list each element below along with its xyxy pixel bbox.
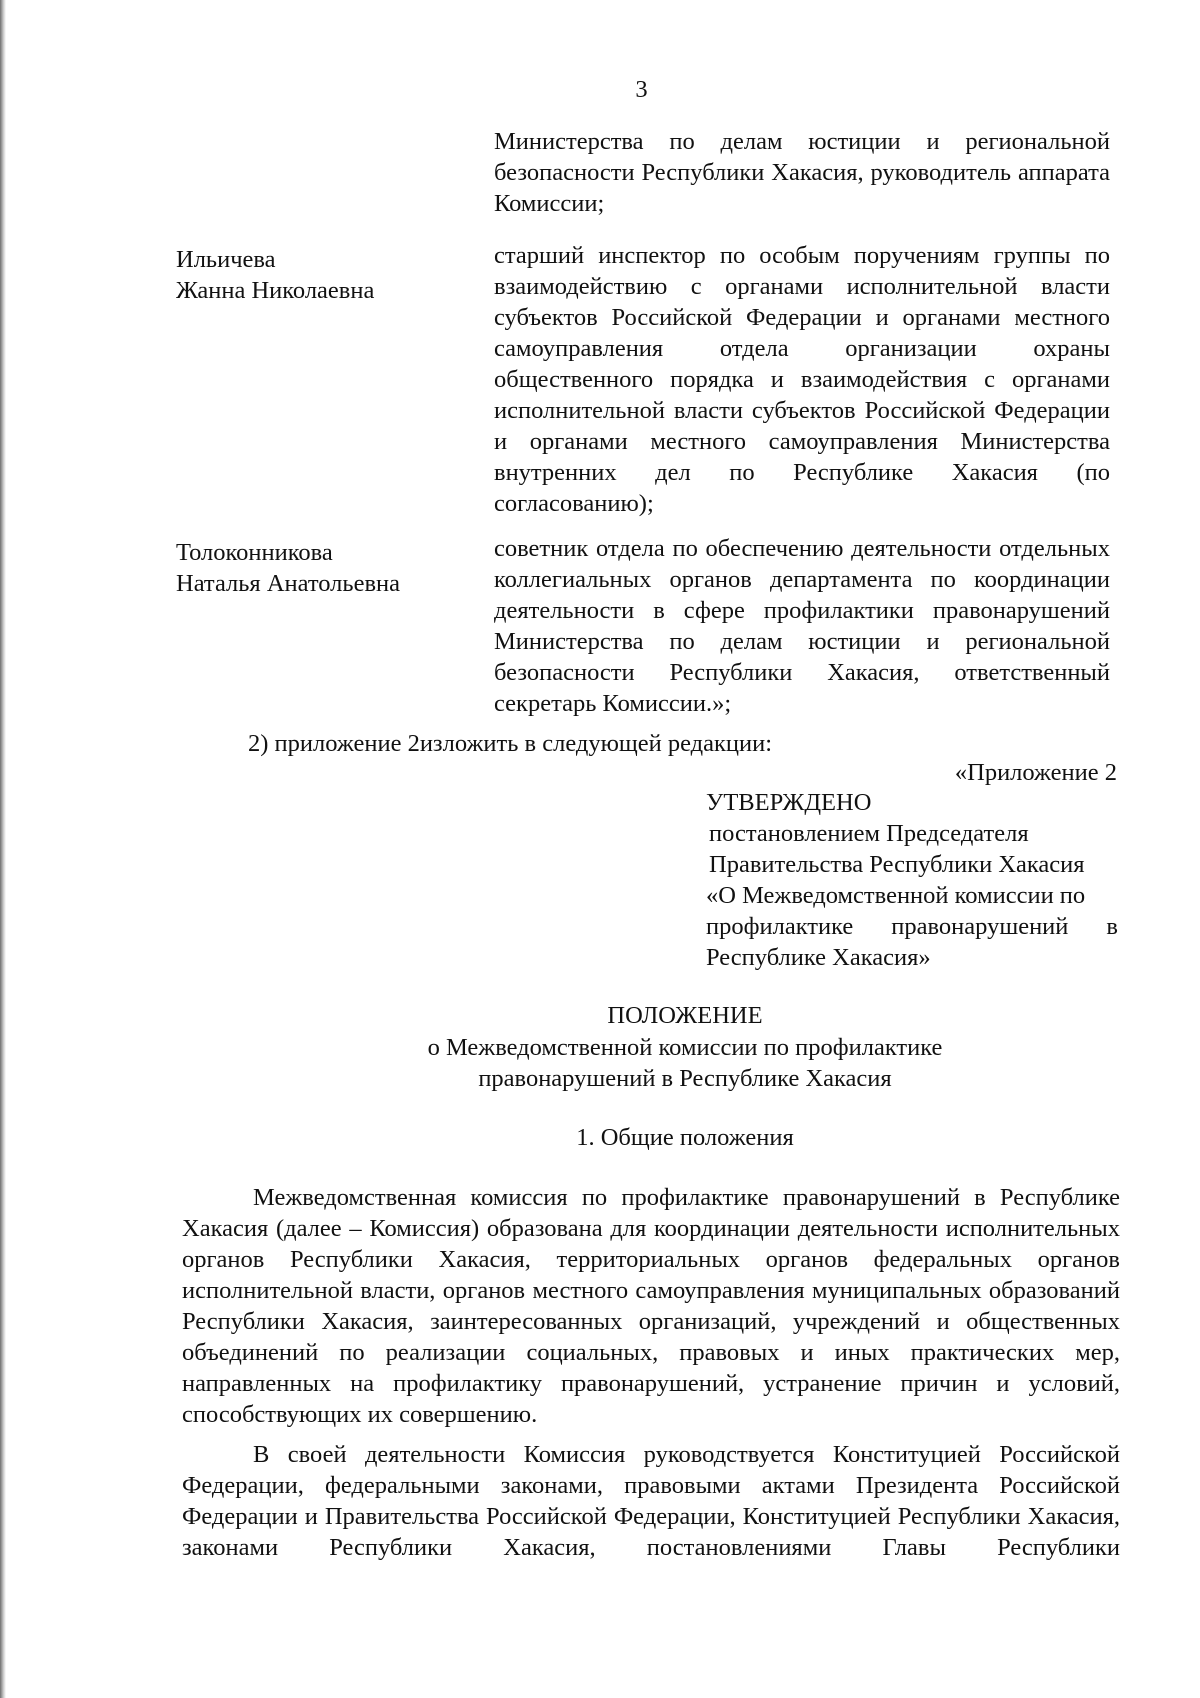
regulation-subtitle-line: правонарушений в Республике Хакасия <box>478 1065 892 1092</box>
member-surname: Толоконникова <box>176 539 333 566</box>
member-position-continued: Министерства по делам юстиции и региональной безопасности Республики Хакасия, руководитель аппарата Комиссии; <box>494 128 1110 217</box>
member-position-ilicheva: старший инспектор по особым поручениям группы по взаимодействию с органами исполнительной власти субъектов Российской Федерации и органами местного самоуправления отдела организации охраны общественного порядка и взаимодействия с органами исполнительной власти субъектов Российской Федерации и органами местного самоуправления Министерства внутренних дел по Республике Хакасия (по согласованию); <box>494 242 1110 517</box>
member-given-names: Наталья Анатольевна <box>176 570 401 597</box>
approval-line: Республике Хакасия» <box>706 944 931 971</box>
appendix-label: «Приложение 2 <box>954 759 1117 786</box>
page-number: 3 <box>635 76 648 103</box>
approval-stamp-block <box>706 787 1118 973</box>
regulation-title: ПОЛОЖЕНИЕ <box>607 1002 763 1029</box>
member-name-ilicheva <box>176 244 476 306</box>
member-given-names: Жанна Николаевна <box>176 277 375 304</box>
amendment-item-2: 2) приложение 2изложить в следующей редакции: <box>248 730 773 757</box>
approval-heading: УТВЕРЖДЕНО <box>706 789 872 816</box>
member-surname: Ильичева <box>176 246 276 273</box>
regulation-subtitle-line: о Межведомственной комиссии по профилактике <box>427 1034 943 1061</box>
regulation-subtitle <box>0 1032 1200 1094</box>
member-position-tolokonnikova: советник отдела по обеспечению деятельности отдельных коллегиальных органов департамента по координации деятельности в сфере профилактики правонарушений Министерства по делам юстиции и региональной безопасности Республики Хакасия, ответственный секретарь Комиссии.»; <box>494 535 1110 717</box>
section-heading: 1. Общие положения <box>576 1124 794 1151</box>
approval-line: «О Межведомственной комиссии по <box>706 882 1086 909</box>
approval-line: постановлением Председателя <box>709 820 1029 847</box>
body-paragraph: В своей деятельности Комиссия руководствуется Конституцией Российской Федерации, федеральными законами, правовыми актами Президента Российской Федерации и Правительства Российской Федерации, Конституцией Республики Хакасия, законами Республики Хакасия, постановлениями Главы Республики <box>182 1441 1120 1561</box>
approval-line: профилактике правонарушений в <box>706 913 1118 940</box>
approval-line: Правительства Республики Хакасия <box>709 851 1085 878</box>
body-paragraph: Межведомственная комиссия по профилактике правонарушений в Республике Хакасия (далее – Комиссия) образована для координации деятельности исполнительных органов Республики Хакасия, территориальных органов федеральных органов исполнительной власти, органов местного самоуправления муниципальных образований Республики Хакасия, заинтересованных организаций, учреждений и общественных объединений по реализации социальных, правовых и иных практических мер, направленных на профилактику правонарушений, устранение причин и условий, способствующих их совершению. <box>182 1184 1120 1428</box>
member-name-tolokonnikova <box>176 537 476 599</box>
section-body <box>182 1182 1120 1563</box>
